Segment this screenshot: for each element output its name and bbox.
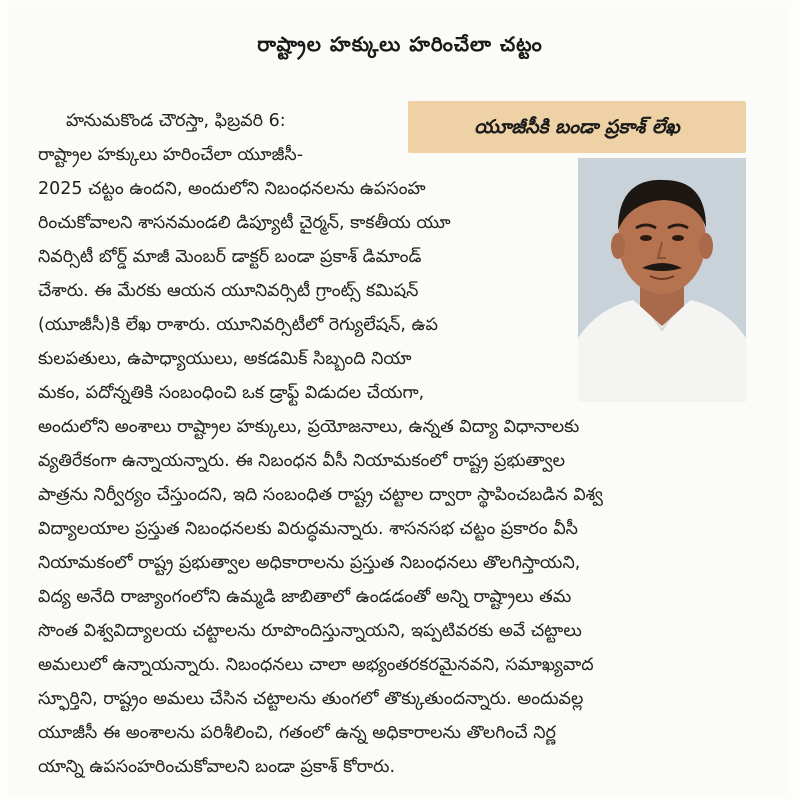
body-line: స్ఫూర్తిని, రాష్ట్రం అమలు చేసిన చట్టాలను తుంగలో తొక్కుతుందన్నారు. అందువల్ల [38,689,584,709]
body-line: 2025 చట్టం ఉందని, అందులోని నిబంధనలను ఉపసంహ [38,179,426,199]
body-line: విద్య అనేది రాజ్యాంగంలోని ఉమ్మడి జాబితాలో ఉండడంతో అన్ని రాష్ట్రాలు తమ [38,587,572,607]
person-photo [578,158,746,402]
body-line: నివర్సిటీ బోర్డ్ మాజీ మెంబర్ డాక్టర్ బండా ప్రకాశ్ డిమాండ్ [38,247,422,267]
body-line: సొంత విశ్వవిద్యాలయ చట్టాలను రూపొందిస్తున్నాయని, ఇప్పటివరకు అవే చట్టాలు [38,621,582,641]
body-line: అమలులో ఉన్నాయన్నారు. నిబంధనలు చాలా అభ్యంతరకరమైనవని, సమాఖ్యవాద [38,655,594,675]
body-line: చేశారు. ఈ మేరకు ఆయన యూనివర్సిటీ గ్రాంట్స్ కమిషన్ [38,281,419,301]
body-line: కులపతులు, ఉపాధ్యాయులు, అకడమిక్ సిబ్బంది నియా [38,349,412,369]
headline: రాష్ట్రాల హక్కులు హరించేలా చట్టం [257,32,543,56]
subheadline-box: యూజీసీకి బండా ప్రకాశ్ లేఖ [408,101,746,153]
body-line: పాత్రను నిర్వీర్యం చేస్తుందని, ఇది సంబంధిత రాష్ట్ర చట్టాల ద్వారా స్థాపించబడిన విశ్వ [38,485,603,505]
body-line: రాష్ట్రాల హక్కులు హరించేలా యూజీసీ- [38,145,304,165]
body-line: మకం, పదోన్నతికి సంబంధించి ఒక డ్రాఫ్ట్ విడుదల చేయగా, [38,383,425,403]
body-line: హనుమకొండ చౌరస్తా, ఫిబ్రవరి 6: [66,111,286,131]
body-line: యాన్ని ఉపసంహరించుకోవాలని బండా ప్రకాశ్ కోరారు. [38,757,396,777]
body-line: విద్యాలయాల ప్రస్తుత నిబంధనలకు విరుద్ధమన్నారు. శాసనసభ చట్టం ప్రకారం వీసీ [38,519,578,539]
body-line: నియామకంలో రాష్ట్ర ప్రభుత్వాల అధికారాలను ప్రస్తుత నిబంధనలు తొలగిస్తాయని, [38,553,581,573]
body-line: వ్యతిరేకంగా ఉన్నాయన్నారు. ఈ నిబంధన వీసీ నియామకంలో రాష్ట్ర ప్రభుత్వాల [38,451,566,471]
body-line: రించుకోవాలని శాసనమండలి డిప్యూటీ చైర్మన్, కాకతీయ యూ [38,213,451,233]
body-line: యూజీసీ ఈ అంశాలను పరిశీలించి, గతంలో ఉన్న అధికారాలను తొలగించే నిర్ణ [38,723,556,743]
body-line: (యూజీసీ)కి లేఖ రాశారు. యూనివర్సిటీలో రెగ్యులేషన్, ఉప [38,315,438,335]
body-line: అందులోని అంశాలు రాష్ట్రాల హక్కులు, ప్రయోజనాలు, ఉన్నత విద్యా విధానాలకు [38,417,580,437]
